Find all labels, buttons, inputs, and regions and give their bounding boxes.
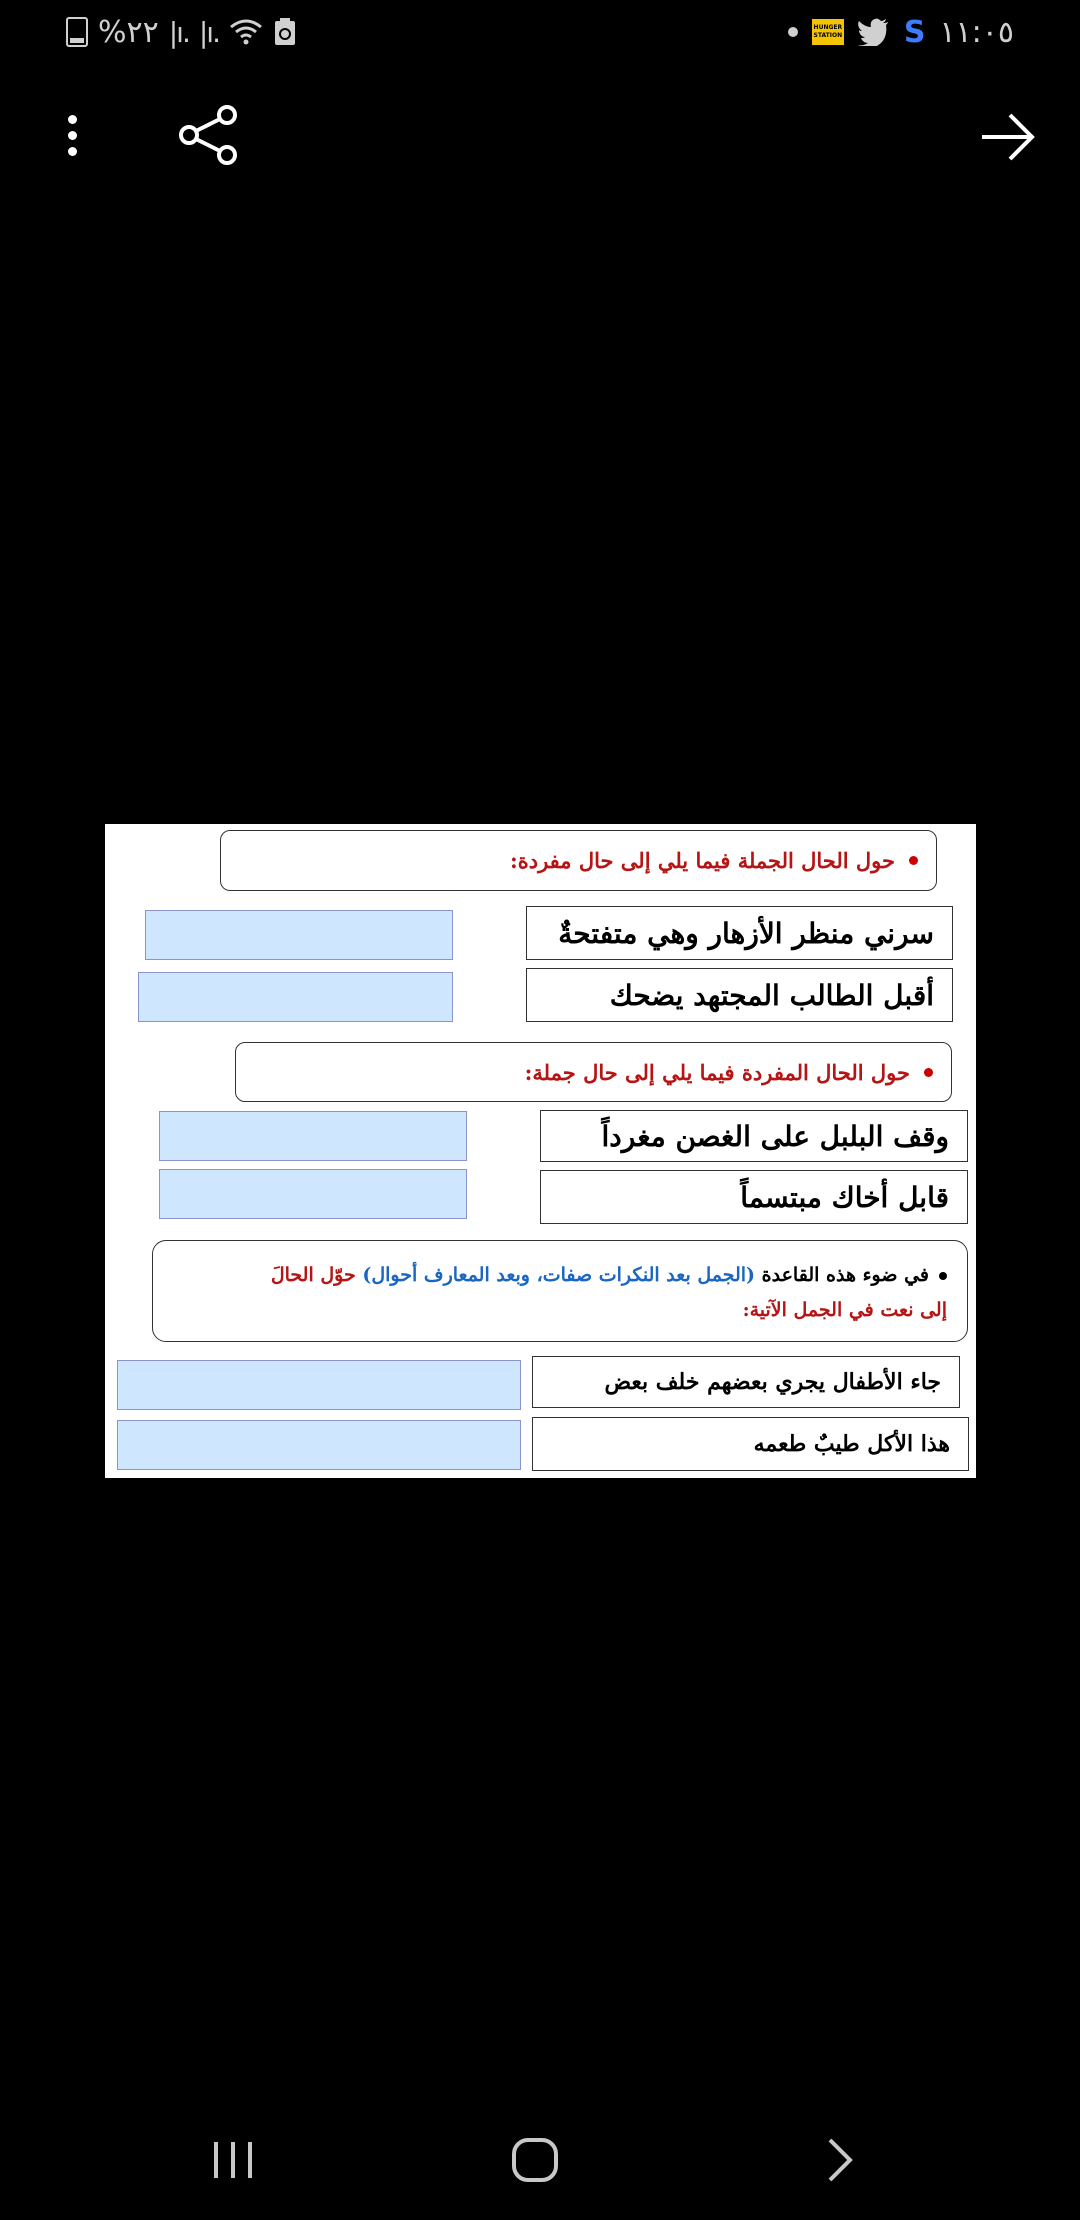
- storage-icon: [273, 17, 297, 47]
- answer-field[interactable]: [117, 1420, 521, 1470]
- section2-heading-text: حول الحال المفردة فيما يلي إلى حال جملة:: [524, 1059, 910, 1085]
- forward-arrow-icon[interactable]: [978, 107, 1038, 167]
- navigation-bar: [0, 2100, 1080, 2220]
- section3-question-2: [532, 1417, 969, 1471]
- question-text: سرني منظر الأزهار وهي متفتحةٌ: [558, 916, 934, 950]
- toolbar: [0, 95, 1080, 175]
- question-text: جاء الأطفال يجري بعضهم خلف بعض: [604, 1369, 941, 1395]
- question-text: أقبل الطالب المجتهد يضحك: [609, 978, 934, 1012]
- hunger-label: HUNGER STATION: [813, 24, 843, 39]
- status-right: [788, 12, 1014, 52]
- signal-icon: |ı.: [168, 15, 189, 49]
- rule-line-2: إلى نعت في الجمل الآتية:: [742, 1299, 947, 1321]
- question-text: وقف البلبل على الغصن مغرداً: [601, 1119, 949, 1153]
- answer-field[interactable]: [138, 972, 453, 1022]
- worksheet-image[interactable]: [105, 824, 976, 1478]
- bullet-icon: [939, 1272, 947, 1280]
- twitter-icon: [858, 18, 890, 46]
- section1-heading-text: حول الحال الجملة فيما يلي إلى حال مفردة:: [509, 848, 895, 873]
- bullet-icon: [909, 856, 918, 865]
- section3-question-1: [532, 1356, 960, 1408]
- more-options-icon[interactable]: [50, 105, 94, 165]
- s-app-icon: S: [903, 14, 926, 50]
- share-icon[interactable]: [175, 101, 243, 169]
- bullet-icon: [924, 1068, 933, 1077]
- answer-field[interactable]: [159, 1111, 467, 1161]
- signal-icon: |ı.: [198, 15, 219, 49]
- answer-field[interactable]: [159, 1169, 467, 1219]
- rule-highlight: (الجمل بعد النكرات صفات، وبعد المعارف أحوال): [362, 1264, 756, 1286]
- rule-line-1: [167, 1253, 947, 1297]
- section1-heading: [220, 830, 937, 891]
- section3-rule: [152, 1240, 968, 1342]
- section1-question-1: [526, 906, 953, 960]
- status-left: [66, 12, 297, 52]
- back-icon[interactable]: [804, 2130, 874, 2190]
- dot-icon: [788, 27, 798, 37]
- section2-heading: [235, 1042, 952, 1102]
- section1-question-2: [526, 968, 953, 1022]
- battery-icon: [66, 17, 88, 47]
- rule-prefix: في ضوء هذه القاعدة: [761, 1264, 929, 1286]
- section2-question-1: [540, 1110, 968, 1162]
- more-dot: [68, 131, 77, 140]
- more-dot: [68, 115, 77, 124]
- recent-apps-icon[interactable]: [198, 2130, 268, 2190]
- section2-question-2: [540, 1170, 968, 1224]
- hungerstation-icon: [812, 19, 844, 45]
- question-text: هذا الأكل طيبٌ طعمه: [753, 1431, 950, 1457]
- answer-field[interactable]: [145, 910, 453, 960]
- status-bar: [0, 0, 1080, 62]
- battery-percent: %٢٢: [98, 14, 159, 50]
- answer-field[interactable]: [117, 1360, 521, 1410]
- home-icon[interactable]: [500, 2130, 570, 2190]
- question-text: قابل أخاك مبتسماً: [740, 1180, 949, 1214]
- more-dot: [68, 147, 77, 156]
- wifi-icon: [229, 18, 263, 46]
- clock: ١١:٠٥: [939, 14, 1014, 50]
- rule-instruction: حوّل الحالَ: [270, 1264, 356, 1286]
